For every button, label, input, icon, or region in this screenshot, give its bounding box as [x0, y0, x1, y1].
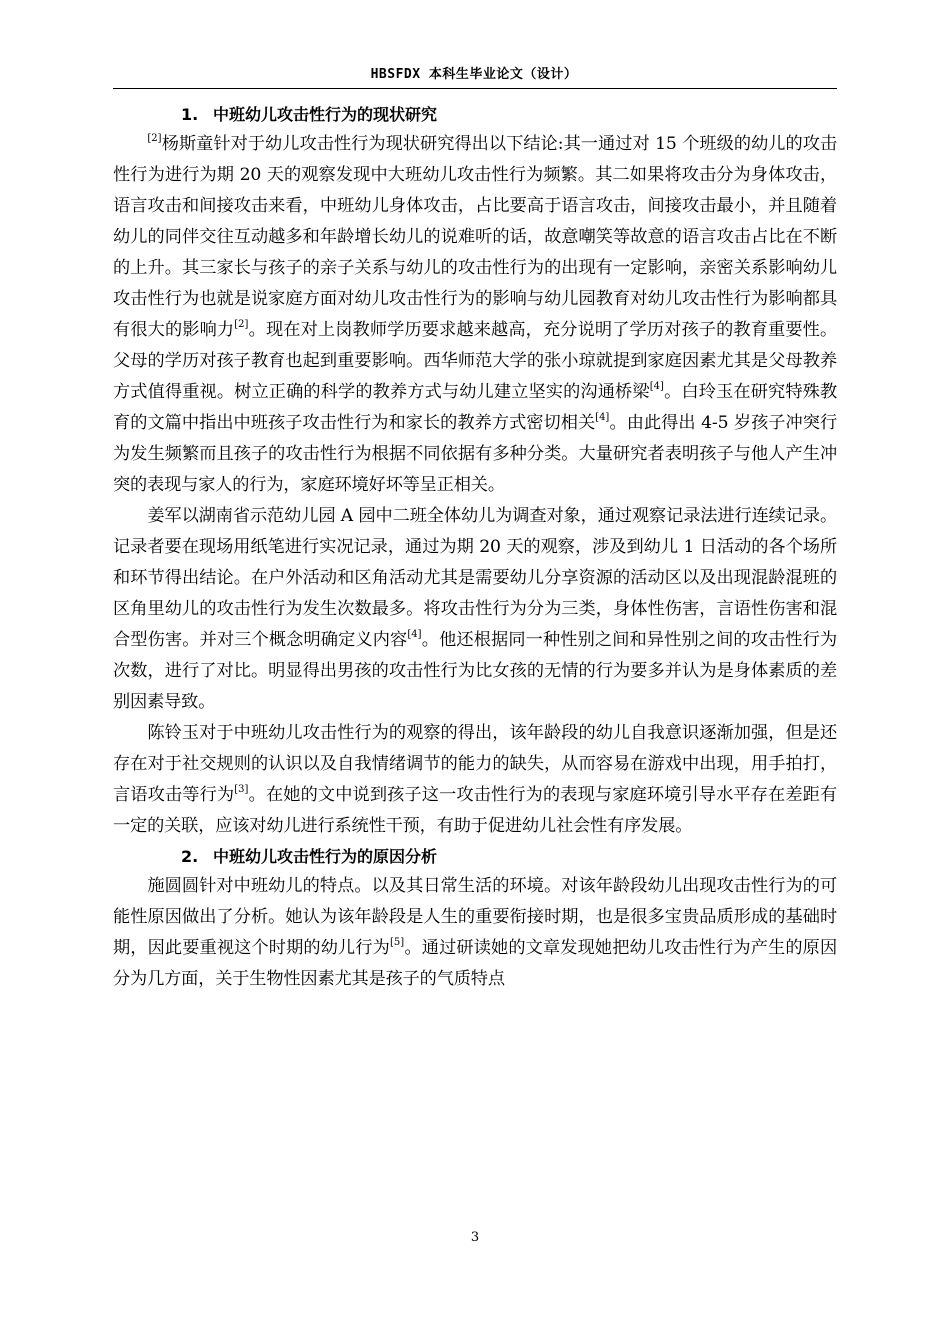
section-number: 1.: [181, 105, 199, 124]
paragraph-text: 。通过研读她的文章发现她把幼儿攻击性行为产生的原因分为几方面，关于生物性因素尤其是孩子的气质特点: [113, 938, 837, 989]
paragraph-text: 。白玲玉在研究特殊教育的文篇中指出中班孩子攻击性行为和家长的教养方式密切相关: [113, 382, 837, 433]
paragraph-text: 。他还根据同一种性别之间和异性别之间的攻击性行为次数，进行了对比。明显得出男孩的攻击性行为比女孩的无情的行为要多并认为是身体素质的差别因素导致。: [113, 630, 838, 712]
section-title: 中班幼儿攻击性行为的原因分析: [213, 847, 438, 866]
paragraph-1-3: [113, 718, 837, 842]
citation: [2]: [147, 133, 162, 145]
citation: [5]: [390, 937, 405, 949]
paragraph-text: 。由此得出 4-5 岁孩子冲突行为发生频繁而且孩子的攻击性行为根据不同依据有多种分类。大量研究者表明孩子与他人产生冲突的表现与家人的行为，家庭环境好坏等呈正相关。: [113, 413, 837, 495]
paragraph-text: 杨斯童针对于幼儿攻击性行为现状研究得出以下结论:其一通过对 15 个班级的幼儿的攻击性行为进行为期 20 天的观察发现中大班幼儿攻击性行为频繁。其二如果将攻击分为身体攻击，语言攻击和间接攻击来看，中班幼儿身体攻击，占比要高于语言攻击，间接攻击最小，并且随着幼儿的同伴交往互动越多和年龄增长幼儿的说难听的话，故意嘲笑等故意的语言攻击占比在不断的上升。其三家长与孩子的亲子关系与幼儿的攻击性行为的出现有一定影响，亲密关系影响幼儿攻击性行为也就是说家庭方面对幼儿攻击性行为的影响与幼儿园教育对幼儿攻击性行为影响都具有很大的影响力: [113, 134, 837, 340]
paragraph-text: 姜军以湖南省示范幼儿园 A 园中二班全体幼儿为调查对象，通过观察记录法进行连续记录。记录者要在现场用纸笔进行实况记录，通过为期 20 天的观察，涉及到幼儿 1 日活动的各个场所和环节得出结论。在户外活动和区角活动尤其是需要幼儿分享资源的活动区以及出现混龄混班的区角里幼儿的攻击性行为发生次数最多。将攻击性行为分为三类，身体性伤害，言语性伤害和混合型伤害。并对三个概念明确定义内容: [113, 506, 837, 650]
running-header: HBSFDX 本科生毕业论文（设计）: [370, 67, 578, 82]
paragraph-2-1: [113, 871, 837, 995]
section-heading-2: [113, 842, 837, 871]
paragraph-text: 。在她的文中说到孩子这一攻击性行为的表现与家庭环境引导水平存在差距有一定的关联，应该对幼儿进行系统性干预，有助于促进幼儿社会性有序发展。: [113, 785, 838, 836]
paragraph-1-1: [113, 129, 837, 501]
section-number: 2.: [181, 847, 199, 866]
paragraph-text: 施圆圆针对中班幼儿的特点。以及其日常生活的环境。对该年龄段幼儿出现攻击性行为的可能性原因做出了分析。她认为该年龄段是人生的重要衔接时期，也是很多宝贵品质形成的基础时期，因此要重视这个时期的幼儿行为: [113, 876, 837, 958]
paragraph-text: 。现在对上岗教师学历要求越来越高，充分说明了学历对孩子的教育重要性。父母的学历对孩子教育也起到重要影响。西华师范大学的张小琼就提到家庭因素尤其是父母教养方式值得重视。树立正确的科学的教养方式与幼儿建立坚实的沟通桥梁: [113, 320, 838, 402]
header-rule: [113, 88, 837, 89]
paragraph-text: 陈铃玉对于中班幼儿攻击性行为的观察的得出，该年龄段的幼儿自我意识逐渐加强，但是还存在对于社交规则的认识以及自我情绪调节的能力的缺失，从而容易在游戏中出现，用手拍打，言语攻击等行为: [113, 723, 837, 805]
citation: [2]: [234, 319, 249, 331]
citation: [4]: [649, 381, 664, 393]
page-number: 3: [470, 1230, 480, 1245]
page-content: [113, 100, 837, 995]
section-title: 中班幼儿攻击性行为的现状研究: [213, 105, 438, 124]
citation: [3]: [234, 784, 249, 796]
paragraph-1-2: [113, 501, 837, 718]
section-heading-1: [113, 100, 837, 129]
citation: [4]: [595, 412, 610, 424]
citation: [4]: [407, 629, 422, 641]
